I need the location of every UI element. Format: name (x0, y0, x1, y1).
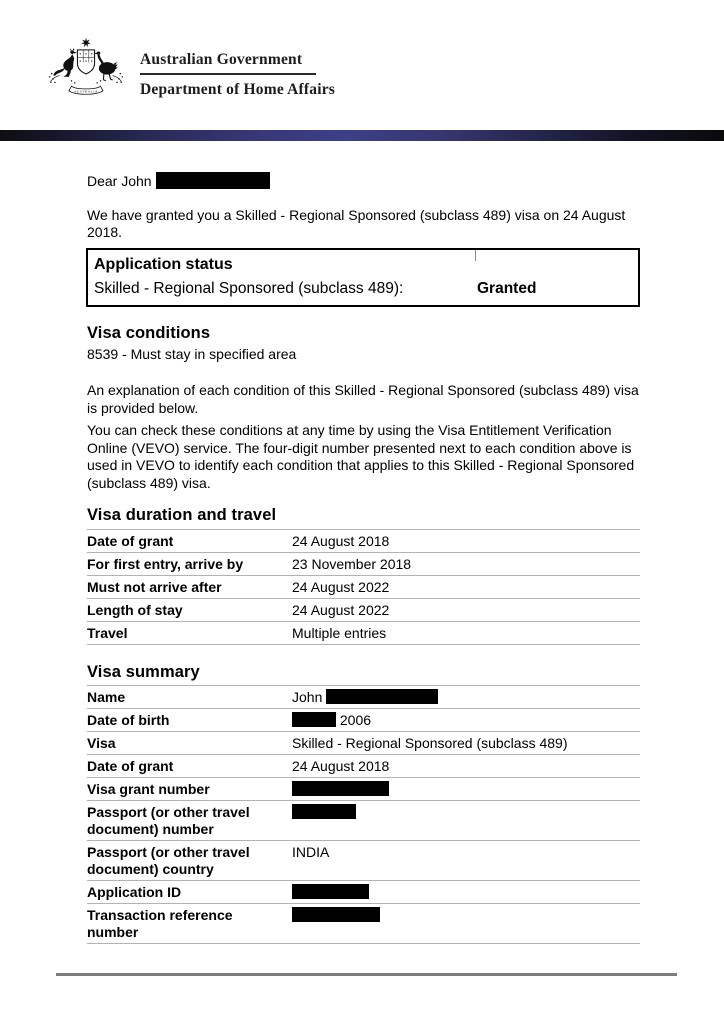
australian-coat-of-arms-icon (44, 36, 128, 102)
name-prefix: John (292, 688, 323, 705)
table-row (87, 553, 640, 576)
row-label: Name (87, 688, 126, 705)
visa-summary-table (87, 685, 640, 944)
row-value (292, 686, 640, 709)
redacted-name-value (326, 689, 438, 704)
government-title: Australian Government (140, 51, 303, 68)
row-value: 24 August 2022 (292, 578, 390, 595)
letter-body (0, 173, 645, 944)
redacted-transaction-reference (292, 907, 380, 922)
commonwealth-star-icon (81, 38, 91, 47)
row-label: Date of birth (87, 711, 170, 728)
row-value (292, 778, 640, 801)
visa-duration-table (87, 529, 640, 645)
salutation-text: Dear John (87, 173, 152, 189)
row-value (292, 881, 640, 904)
table-row (87, 755, 640, 778)
row-label: Travel (87, 624, 128, 641)
brand-gradient-bar (0, 130, 724, 141)
footer-divider (56, 973, 677, 976)
status-column-divider (475, 250, 476, 261)
redacted-birthdate (292, 712, 336, 727)
visa-duration-heading: Visa duration and travel (87, 506, 277, 524)
table-row (87, 841, 640, 881)
redacted-visa-grant-number (292, 781, 389, 796)
table-row (87, 732, 640, 755)
row-value: Skilled - Regional Sponsored (subclass 489) (292, 734, 568, 751)
intro-paragraph: We have granted you a Skilled - Regional Sponsored (subclass 489) visa on 24 August 2018. (87, 206, 626, 240)
header-titles (140, 36, 335, 102)
row-value (292, 709, 640, 732)
table-row (87, 709, 640, 732)
visa-conditions-heading: Visa conditions (87, 323, 211, 342)
visa-summary-heading: Visa summary (87, 663, 200, 681)
row-value: INDIA (292, 843, 330, 860)
table-row (87, 686, 640, 709)
row-value: 24 August 2018 (292, 532, 390, 549)
row-value: 24 August 2022 (292, 601, 390, 618)
table-row (87, 530, 640, 553)
table-row (87, 904, 640, 944)
conditions-explanation: An explanation of each condition of this Skilled - Regional Sponsored (subclass 489) visa is provided below. (87, 382, 639, 416)
table-row (87, 778, 640, 801)
application-status-title: Application status (94, 255, 233, 273)
row-label: Length of stay (87, 601, 183, 618)
row-label: Visa (87, 734, 116, 751)
row-label: Passport (or other travel document) number (87, 803, 250, 837)
table-row (87, 801, 640, 841)
banner-text: AUSTRALIA (73, 89, 99, 94)
row-value: 23 November 2018 (292, 555, 412, 572)
row-label: Date of grant (87, 532, 174, 549)
row-label: Date of grant (87, 757, 174, 774)
header-divider (140, 73, 316, 75)
row-value: Multiple entries (292, 624, 387, 641)
row-value (292, 904, 640, 944)
table-row (87, 576, 640, 599)
kangaroo-icon (53, 48, 77, 77)
redacted-surname (156, 172, 270, 189)
table-row (87, 622, 640, 645)
status-value: Granted (477, 279, 537, 297)
row-value: 24 August 2018 (292, 757, 390, 774)
table-row (87, 881, 640, 904)
redacted-application-id (292, 884, 369, 899)
birth-year: 2006 (339, 711, 372, 728)
redacted-passport-number (292, 804, 356, 819)
table-row (87, 599, 640, 622)
row-label: Transaction reference number (87, 906, 233, 940)
application-status-box (86, 248, 640, 307)
row-label: Visa grant number (87, 780, 210, 797)
row-label: Must not arrive after (87, 578, 222, 595)
department-title: Department of Home Affairs (140, 81, 336, 98)
row-label: For first entry, arrive by (87, 555, 244, 572)
row-label: Application ID (87, 883, 182, 900)
australia-banner (69, 86, 103, 94)
vevo-note: You can check these conditions at any time by using the Visa Entitlement Verification Online (VEVO) service. The four-digit number presented next to each condition above is used in VEVO to identify each condition that applies to this Skilled - Regional Sponsored (subclass 489) visa. (87, 422, 635, 491)
header (0, 0, 724, 102)
row-label: Passport (or other travel document) country (87, 843, 250, 877)
condition-8539: 8539 - Must stay in specified area (87, 345, 297, 362)
salutation (87, 173, 645, 191)
row-value (292, 801, 640, 841)
status-visa-label: Skilled - Regional Sponsored (subclass 489): (94, 279, 404, 297)
application-status-row (94, 278, 638, 299)
